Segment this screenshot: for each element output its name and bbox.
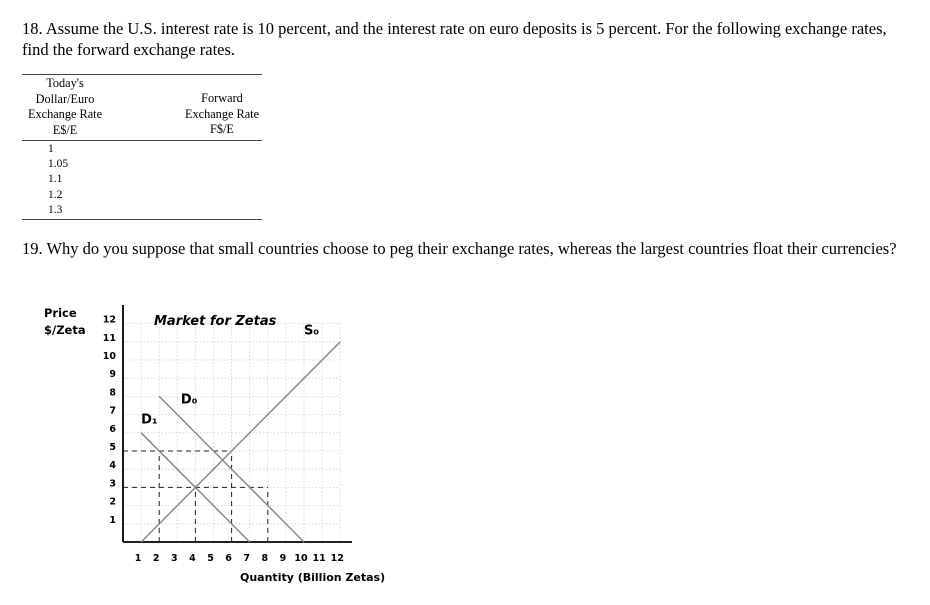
question-18-text: 18. Assume the U.S. interest rate is 10 percent, and the interest rate on euro deposits is 5 percent. For the following exchange rates, find the forward exchange rates.: [22, 19, 887, 59]
chart-title: Market for Zetas: [154, 314, 277, 329]
chart-grid: [123, 324, 340, 542]
x-tick-label: 8: [261, 553, 269, 564]
y-tick-label: 10: [102, 351, 116, 362]
y-tick-label: 12: [102, 314, 116, 326]
table-cell-row-2: 1.05: [48, 158, 69, 170]
x-tick-label: 2: [152, 553, 160, 564]
x-tick-label: 6: [225, 553, 232, 564]
series-label-demand-d1: D₁: [141, 412, 158, 428]
x-tick-label: 10: [294, 553, 308, 564]
col2-header-line-3: F$/E: [210, 122, 234, 136]
col1-header-line-4: E$/E: [52, 122, 78, 137]
x-axis-label: Quantity (Billion Zetas): [240, 571, 386, 584]
x-tick-label: 12: [330, 553, 344, 564]
y-tick-label: 2: [109, 496, 116, 508]
table-cell-row-3: 1.1: [48, 173, 63, 185]
x-tick-label: 1: [134, 553, 142, 564]
y-tick-label: 8: [109, 387, 116, 399]
col1-header-line-3: Exchange Rate: [27, 107, 103, 121]
table-cell-row-1: 1: [48, 143, 54, 155]
col1-header-line-2: Dollar/Euro: [35, 91, 95, 106]
x-tick-label: 11: [312, 553, 326, 564]
table-cell-row-5: 1.3: [48, 204, 63, 216]
x-tick-label: 3: [170, 553, 178, 564]
col2-header-line-1: Forward: [201, 91, 243, 105]
y-axis-label-line-1: Price: [44, 306, 77, 320]
col2-header-line-2: Exchange Rate: [184, 106, 260, 121]
chart-series: [141, 324, 340, 542]
x-tick-label: 7: [243, 553, 251, 564]
y-tick-label: 5: [109, 442, 116, 453]
y-tick-label: 7: [109, 405, 116, 417]
question-19-text: 19. Why do you suppose that small countries choose to peg their exchange rates, whereas the largest countries float their currencies?: [22, 239, 897, 258]
col1-header-line-1: Today's: [46, 76, 84, 90]
x-tick-label: 4: [189, 553, 196, 564]
chart-tick-labels: [103, 315, 344, 564]
y-axis-label-line-2: $/Zeta: [44, 323, 86, 337]
x-tick-label: 9: [279, 553, 287, 564]
table-cell-row-4: 1.2: [48, 189, 63, 201]
series-line-supply-s0: [141, 342, 340, 542]
series-label-supply-s0: S₀: [304, 323, 320, 339]
y-tick-label: 1: [109, 514, 116, 526]
series-label-demand-d0: D₀: [180, 392, 198, 408]
y-tick-label: 11: [102, 332, 116, 344]
y-tick-label: 9: [109, 369, 116, 381]
y-tick-label: 4: [109, 460, 116, 472]
x-tick-label: 5: [207, 553, 214, 564]
y-tick-label: 6: [109, 423, 116, 435]
y-tick-label: 3: [109, 478, 116, 490]
